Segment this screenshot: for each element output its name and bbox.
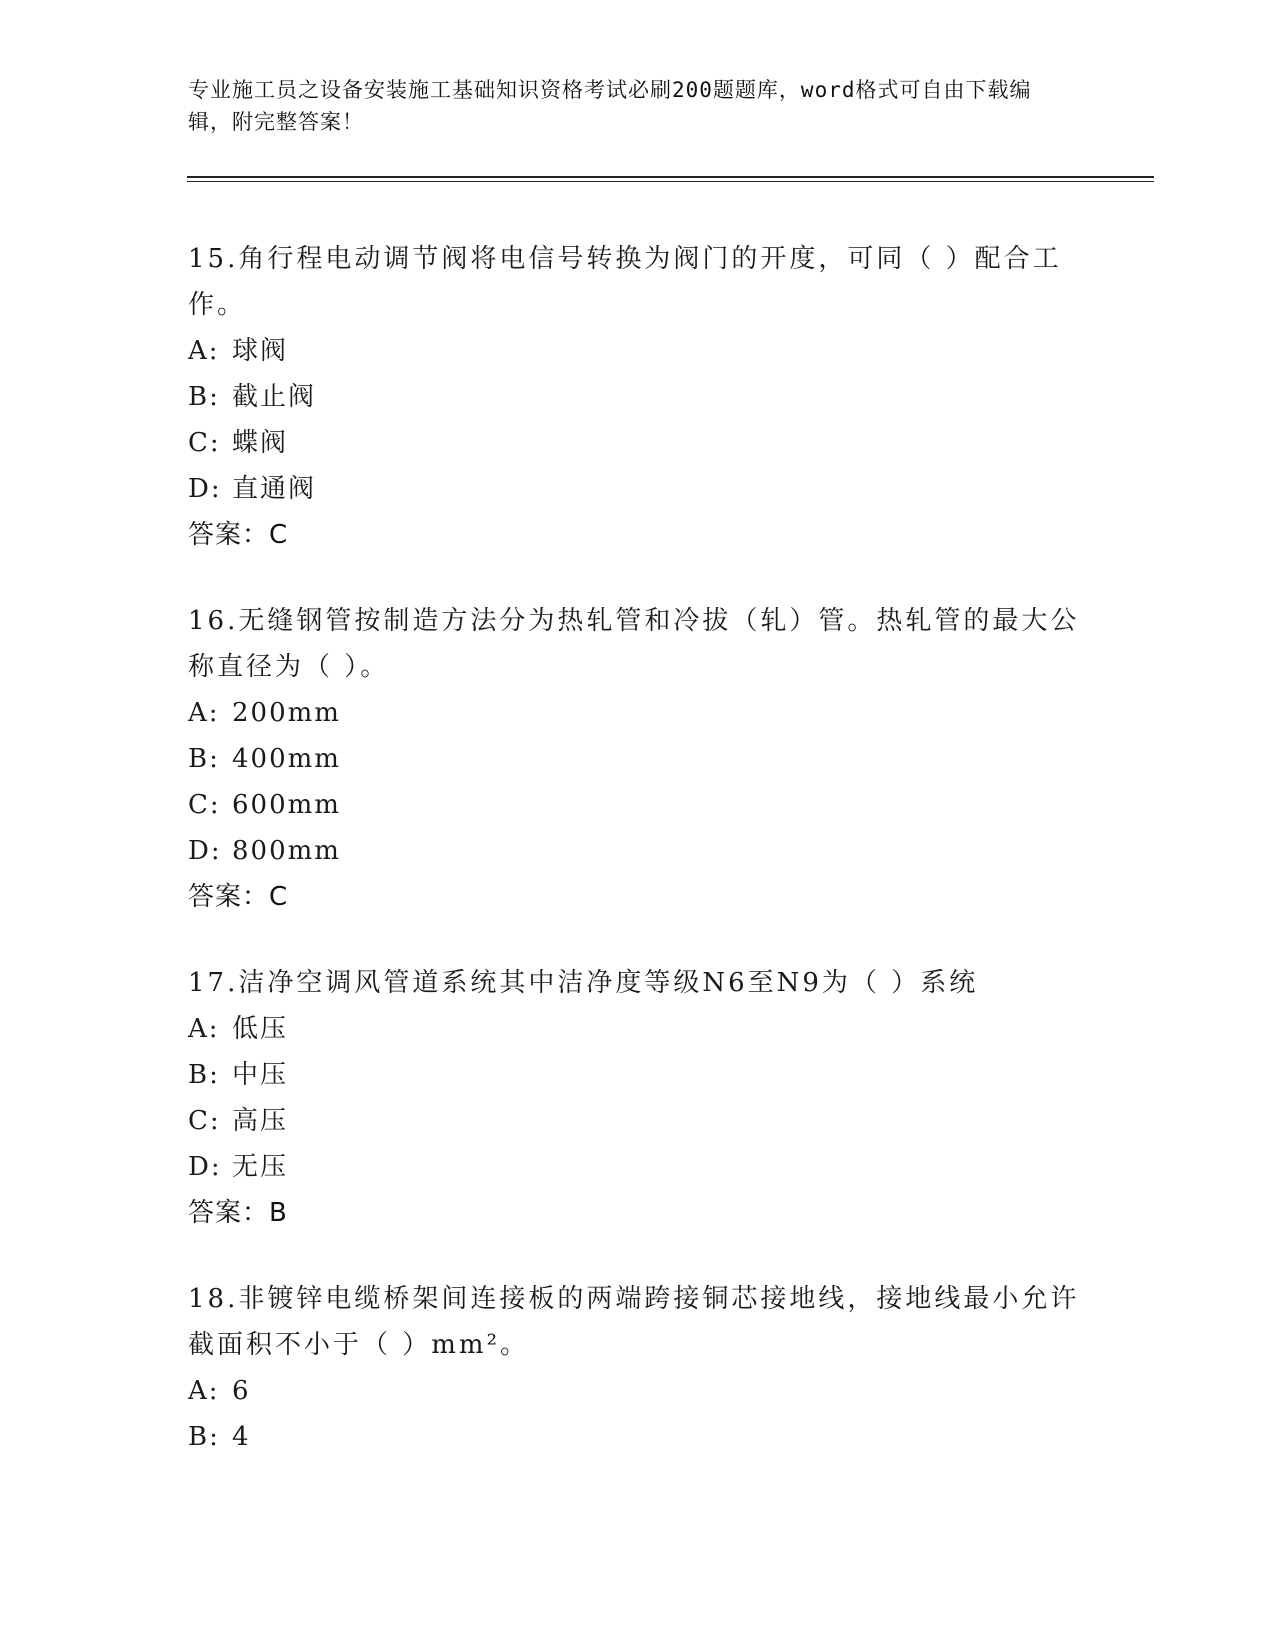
option-key: A: [188,698,220,728]
option-d [188,828,1088,874]
option-text: 200mm [232,698,341,728]
option-key: C: [188,428,221,458]
option-key: B: [188,382,220,412]
option-key: D: [188,1152,222,1182]
option-text: 400mm [232,744,341,774]
option-text: 4 [232,1422,251,1452]
answer-line: 答案：B [188,1198,288,1228]
header-divider-thin [187,181,1154,182]
option-key: D: [188,474,222,504]
option-b [188,736,1088,782]
option-b [188,374,1088,420]
option-text: 直通阀 [232,474,317,504]
answer-line: 答案：C [188,520,289,550]
option-a [188,1368,1088,1414]
question-stem: 17.洁净空调风管道系统其中洁净度等级N6至N9为（ ）系统 [188,968,979,998]
option-b [188,1414,1088,1460]
option-key: B: [188,1060,220,1090]
question-15 [188,236,1088,558]
option-key: B: [188,1422,220,1452]
option-text: 无压 [232,1152,289,1182]
answer-line: 答案：C [188,882,289,912]
option-text: 低压 [232,1014,289,1044]
option-a [188,1006,1088,1052]
option-a [188,328,1088,374]
header-divider [187,176,1154,178]
option-text: 800mm [232,836,341,866]
question-16 [188,598,1088,920]
option-text: 中压 [232,1060,289,1090]
option-c [188,1098,1088,1144]
option-key: B: [188,744,220,774]
option-text: 蝶阀 [232,428,289,458]
option-d [188,1144,1088,1190]
option-text: 600mm [232,790,341,820]
option-key: A: [188,1014,220,1044]
option-text: 球阀 [232,336,289,366]
option-text: 高压 [232,1106,289,1136]
option-text: 截止阀 [232,382,317,412]
question-list [188,236,1088,1500]
question-stem: 15.角行程电动调节阀将电信号转换为阀门的开度，可同（ ）配合工作。 [188,244,1062,320]
option-b [188,1052,1088,1098]
option-key: D: [188,836,222,866]
option-c [188,782,1088,828]
option-c [188,420,1088,466]
document-header: 专业施工员之设备安装施工基础知识资格考试必刷200题题库，word格式可自由下载编辑，附完整答案！ [188,78,1032,134]
question-stem: 16.无缝钢管按制造方法分为热轧管和冷拔（轧）管。热轧管的最大公称直径为（ ）。 [188,606,1080,682]
option-key: A: [188,1376,220,1406]
option-key: A: [188,336,220,366]
question-17 [188,960,1088,1236]
question-stem: 18.非镀锌电缆桥架间连接板的两端跨接铜芯接地线，接地线最小允许截面积不小于（ ）mm²。 [188,1284,1080,1360]
option-key: C: [188,790,221,820]
option-a [188,690,1088,736]
option-text: 6 [232,1376,251,1406]
option-key: C: [188,1106,221,1136]
question-18 [188,1276,1088,1460]
option-d [188,466,1088,512]
